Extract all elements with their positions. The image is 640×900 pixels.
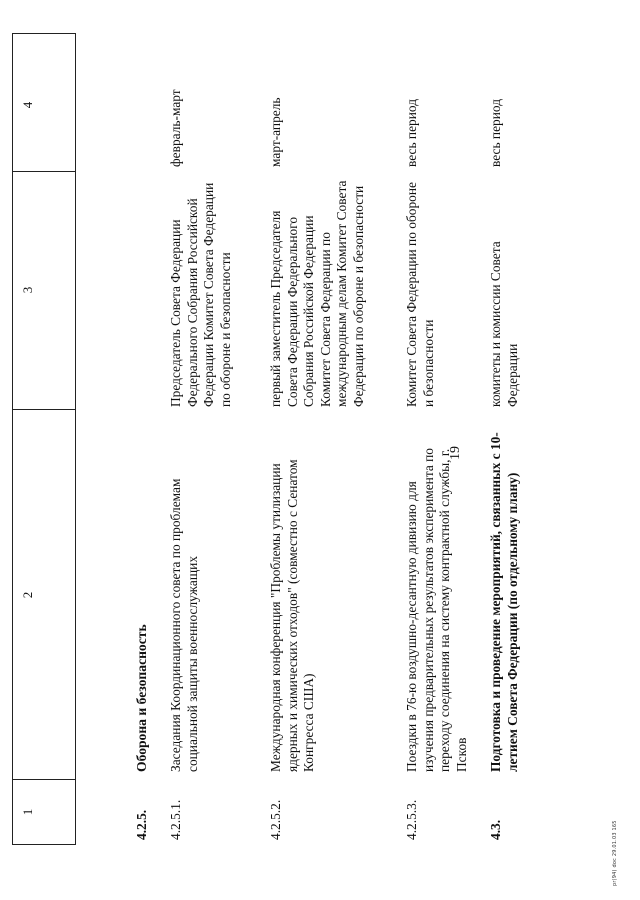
header-border-right [12, 33, 75, 34]
row-responsible: Комитет Совета Федерации по обороне и безопасности [404, 182, 436, 407]
section-title: Оборона и безопасность [134, 624, 149, 772]
row-event: Международная конференция "Проблемы утилизации ядерных и химических отходов" (совместно с Сенатом Конгресса США) [268, 459, 317, 772]
column-header-4: 4 [20, 101, 35, 109]
row-period: весь период [404, 98, 419, 167]
footer-note: pr(94) doc 29.01.03 165 [612, 820, 618, 886]
column-header-2: 2 [20, 591, 35, 599]
row-number: 4.2.5.1. [168, 799, 183, 840]
row-period: февраль-март [168, 89, 183, 167]
row-period: март-апрель [268, 97, 283, 167]
row-event: Подготовка и проведение мероприятий, связанных с 10-летием Совета Федерации (по отдельному плану) [488, 432, 520, 772]
header-bottom-line [75, 33, 76, 845]
row-event: Заседания Координационного совета по проблемам социальной защиты военнослужащих [168, 478, 200, 772]
row-responsible: первый заместитель Председателя Совета Федерации Федерального Собрания Российской Федерации Комитет Совета Федерации по международным делам Комитет Совета Федерации по обороне и безопасности [268, 180, 366, 407]
row-number: 4.3. [488, 819, 503, 840]
page-number: 19 [448, 446, 463, 460]
column-header-3: 3 [20, 286, 35, 294]
row-event: Поездки в 76-ю воздушно-десантную дивизию для изучения предварительных результатов эксперимента по переходу соединения на систему контрактной службы, г. Псков [404, 447, 469, 772]
header-divider-1 [12, 779, 75, 780]
row-responsible: комитеты и комиссии Совета Федерации [488, 241, 520, 407]
column-header-1: 1 [20, 808, 35, 816]
row-number: 4.2.5.2. [268, 799, 283, 840]
header-border-left [12, 844, 75, 845]
section-number: 4.2.5. [134, 809, 149, 840]
header-divider-2 [12, 409, 75, 410]
header-divider-3 [12, 171, 75, 172]
row-responsible: Председатель Совета Федерации Федерального Собрания Российской Федерации Комитет Совета Федерации по обороне и безопасности [168, 182, 233, 407]
row-number: 4.2.5.3. [404, 799, 419, 840]
header-top-line [12, 33, 13, 845]
row-period: весь период [488, 98, 503, 167]
